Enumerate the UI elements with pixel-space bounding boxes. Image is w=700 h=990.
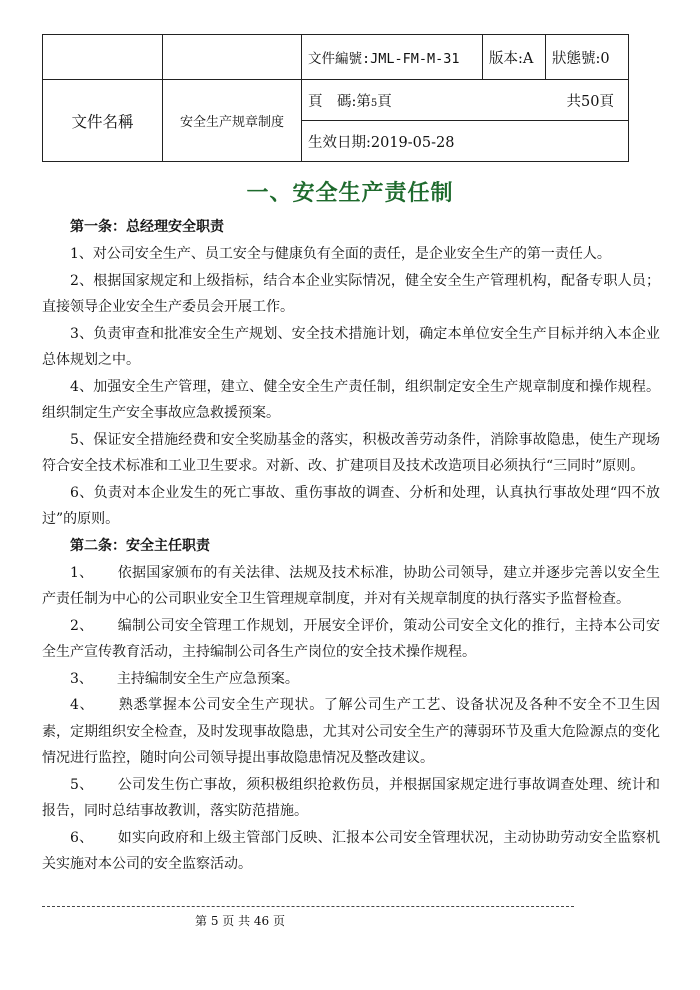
item-text: 依据国家颁布的有关法律、法规及技术标准，协助公司领导，建立并逐步完善以安全生产责任制为中心的公司职业安全卫生管理规章制度，并对有关规章制度的执行落实予监督检查。 bbox=[42, 564, 660, 607]
item-number: 5、 bbox=[70, 776, 94, 793]
item-number: 2、 bbox=[70, 617, 94, 634]
header-blank-cell bbox=[163, 35, 302, 80]
doc-number: 文件編號:JML-FM-M-31 bbox=[302, 35, 483, 80]
header-blank-cell bbox=[43, 35, 163, 80]
paragraph bbox=[42, 560, 660, 613]
item-text: 熟悉掌握本公司安全生产现状。了解公司生产工艺、设备状况及各种不安全不卫生因素，定期组织安全检查，及时发现事故隐患，尤其对公司安全生产的薄弱环节及重大危险源点的变化情况进行监控，随时向公司领导提出事故隐患情况及整改建议。 bbox=[42, 697, 660, 766]
item-text: 主持编制安全生产应急预案。 bbox=[116, 670, 299, 687]
item-number: 6、 bbox=[70, 829, 94, 846]
doc-name-label: 文件名稱 bbox=[43, 80, 163, 162]
item-text: 编制公司安全管理工作规划，开展安全评价，策动公司安全文化的推行，主持本公司安全生产宣传教育活动，主持编制公司各生产岗位的安全技术操作规程。 bbox=[42, 617, 660, 660]
paragraph bbox=[42, 666, 660, 693]
paragraph bbox=[42, 825, 660, 878]
section-heading: 第二条：安全主任职责 bbox=[70, 537, 210, 554]
page-label: 頁 碼:第 bbox=[308, 93, 371, 110]
paragraph bbox=[42, 692, 660, 772]
item-number: 3、 bbox=[70, 670, 93, 687]
page-total: 共50頁 bbox=[566, 93, 614, 110]
item-text: 如实向政府和上级主管部门反映、汇报本公司安全管理状况，主动协助劳动安全监察机关实施对本公司的安全监察活动。 bbox=[42, 829, 660, 872]
page-footer: 第 5 页 共 46 页 bbox=[195, 914, 285, 928]
paragraph bbox=[42, 772, 660, 825]
paragraph: 6、负责对本企业发生的死亡事故、重伤事故的调查、分析和处理，认真执行事故处理“四不放过”的原则。 bbox=[42, 484, 660, 527]
footer-divider bbox=[42, 906, 574, 907]
version: 版本:A bbox=[483, 35, 546, 80]
doc-name-value: 安全生产规章制度 bbox=[163, 80, 302, 162]
item-text: 公司发生伤亡事故，须积极组织抢救伤员，并根据国家规定进行事故调查处理、统计和报告，同时总结事故教训，落实防范措施。 bbox=[42, 776, 660, 819]
section-heading: 第一条：总经理安全职责 bbox=[70, 219, 224, 235]
item-number: 1、 bbox=[70, 564, 94, 581]
page-number: 5 bbox=[370, 97, 378, 109]
item-number: 4、 bbox=[70, 697, 95, 713]
status-number: 狀態號:0 bbox=[546, 35, 629, 80]
paragraph bbox=[42, 613, 660, 666]
document-header-table bbox=[42, 34, 629, 162]
paragraph: 3、负责审查和批准安全生产规划、安全技术措施计划，确定本单位安全生产目标并纳入本企业总体规划之中。 bbox=[42, 325, 660, 368]
page-title: 一、安全生产责任制 bbox=[246, 181, 454, 206]
paragraph: 5、保证安全措施经费和安全奖励基金的落实，积极改善劳动条件，消除事故隐患，使生产现场符合安全技术标准和工业卫生要求。对新、改、扩建项目及技术改造项目必须执行“三同时”原则。 bbox=[42, 431, 660, 474]
paragraph: 4、加强安全生产管理，建立、健全安全生产责任制，组织制定安全生产规章制度和操作规程。组织制定生产安全事故应急救援预案。 bbox=[42, 378, 660, 421]
paragraph: 2、根据国家规定和上级指标，结合本企业实际情况，健全安全生产管理机构，配备专职人员；直接领导企业安全生产委员会开展工作。 bbox=[42, 272, 660, 315]
effective-date: 生效日期:2019-05-28 bbox=[302, 121, 629, 162]
document-body bbox=[42, 214, 660, 878]
paragraph: 1、对公司安全生产、员工安全与健康负有全面的责任，是企业安全生产的第一责任人。 bbox=[70, 246, 611, 262]
page-suffix: 頁 bbox=[377, 93, 392, 110]
page-info bbox=[302, 80, 629, 121]
